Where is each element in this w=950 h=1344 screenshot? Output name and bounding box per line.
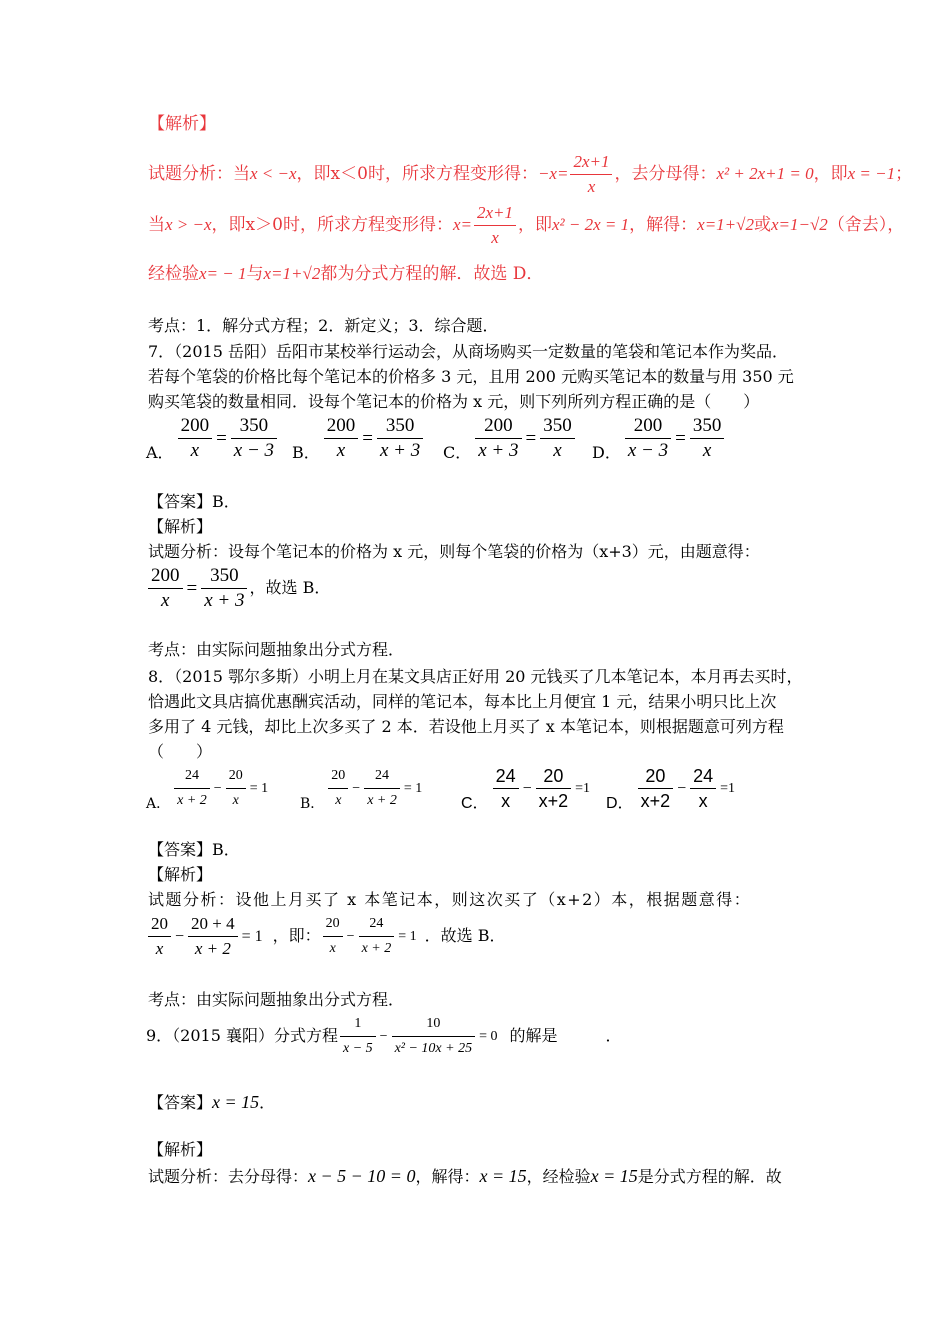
fraction: $\frac{20}{x+2}$ <box>638 764 674 813</box>
math: x² + 2x+1 = 0 <box>716 164 814 183</box>
math: −x= <box>537 164 569 183</box>
text: 经检验 <box>148 264 199 284</box>
option-label: B． <box>300 796 325 812</box>
math: x=1−√2 <box>770 215 828 234</box>
q8-kaodian: 考点：由实际问题抽象出分式方程． <box>148 990 405 1009</box>
math: x= − 1 <box>199 264 247 283</box>
equals: = <box>186 577 198 599</box>
text: ，解得： <box>415 1167 480 1186</box>
text: ． <box>259 1093 276 1112</box>
math: x = −1 <box>847 164 896 183</box>
text: ，经检验 <box>526 1167 591 1186</box>
equals: = <box>216 427 227 449</box>
q9-analysis-1 <box>148 1166 782 1187</box>
q8-option-d[interactable] <box>606 764 737 813</box>
text: ，即： <box>272 926 321 945</box>
text: ，即 <box>211 215 246 235</box>
text: ，即 <box>296 164 331 184</box>
option-label: C． <box>443 443 472 462</box>
fraction: $\frac{200}{x + 3}$ <box>475 414 521 463</box>
fraction: $\frac{24}{x}$ <box>493 764 519 813</box>
q8-option-b[interactable] <box>300 764 424 813</box>
q9-jiexi: 【解析】 <box>148 1140 213 1159</box>
q7-option-d[interactable] <box>592 414 726 463</box>
math: x > −x <box>165 215 212 234</box>
math: x² − 2x = 1 <box>552 215 630 234</box>
fraction: $\frac{350}{x}$ <box>540 414 575 463</box>
math: x=1+√2 <box>263 264 321 283</box>
q9-stem <box>146 1012 622 1061</box>
math: x = 15 <box>212 1092 260 1112</box>
q7-kaodian: 考点：由实际问题抽象出分式方程． <box>148 640 405 659</box>
text: 或 <box>753 215 771 235</box>
minus: − <box>175 927 185 945</box>
kaodian-q6: 考点：1．解分式方程；2．新定义；3．综合题． <box>148 316 499 335</box>
option-label: D． <box>592 443 621 462</box>
equals: = <box>525 427 537 449</box>
rhs: =1 <box>720 780 736 796</box>
minus: − <box>677 779 687 797</box>
fraction: $\frac{20 + 4}{x + 2}$ <box>188 912 238 961</box>
q7-line-2: 若每个笔袋的价格比每个笔记本的价格多 3 元，且用 200 元购买笔记本的数量与用 350 元 <box>148 367 794 386</box>
rhs: = 0 <box>479 1028 498 1044</box>
fraction: $\frac{350}{x + 3}$ <box>377 414 423 463</box>
minus: − <box>352 780 361 796</box>
fraction: $\frac{2x+1}{x}$ <box>474 201 516 250</box>
text: 【答案】 <box>148 1093 213 1112</box>
rhs: = 1 <box>241 927 263 945</box>
fraction: $\frac{20}{x}$ <box>226 764 246 813</box>
fraction: $\frac{350}{x - 3}$ <box>231 414 277 463</box>
q8-option-c[interactable] <box>461 764 592 813</box>
math: x = 15 <box>479 1166 527 1186</box>
analysis-line-1 <box>148 150 912 199</box>
option-label: B． <box>292 443 320 462</box>
option-label: A． <box>146 796 171 812</box>
fraction: $\frac{200}{x - 3}$ <box>625 414 671 463</box>
option-label: D． <box>606 795 634 812</box>
text: 都为分式方程的解．故选 D． <box>320 264 544 284</box>
q8-line-3: 多用了 4 元钱，却比上次多买了 2 本．若设他上月买了 x 本笔记本，则根据题意可列方程 <box>148 717 784 736</box>
fraction: $\frac{24}{x + 2}$ <box>174 764 210 813</box>
text: ，即 <box>518 215 553 235</box>
q7-option-a[interactable] <box>146 414 279 463</box>
q7-jiexi: 【解析】 <box>148 517 213 536</box>
fraction: $\frac{24}{x}$ <box>690 764 716 813</box>
text: 试题分析：去分母得： <box>148 1167 309 1186</box>
fraction: $\frac{10}{\text{x² − 10x + 25}}$ <box>392 1012 476 1061</box>
equals: = <box>362 427 373 449</box>
fraction: $\frac{20}{x}$ <box>328 764 348 813</box>
text: x＜0时，所求方程变形得： <box>330 164 538 184</box>
option-label: C． <box>461 795 489 812</box>
math: x= <box>452 215 472 234</box>
q9-answer <box>148 1092 275 1113</box>
q7-line-3: 购买笔袋的数量相同．设每个笔记本的价格为 x 元，则下列所列方程正确的是（ ） <box>148 392 760 411</box>
text: 试题分析：当 <box>148 164 250 184</box>
minus: − <box>522 779 532 797</box>
analysis-heading: 【解析】 <box>148 114 216 134</box>
rhs: = 1 <box>398 928 417 944</box>
fraction: $\frac{20}{x}$ <box>323 912 343 961</box>
fraction: $\frac{200}{x}$ <box>324 414 359 463</box>
fraction: $\frac{24}{x + 2}$ <box>364 764 400 813</box>
equals: = <box>675 427 686 449</box>
text: 9．（2015 襄阳）分式方程 <box>146 1026 338 1045</box>
text: 是分式方程的解．故 <box>637 1167 782 1186</box>
q7-line-1: 7．（2015 岳阳）岳阳市某校举行运动会，从商场购买一定数量的笔袋和笔记本作为奖品． <box>148 342 788 361</box>
rhs: = 1 <box>249 780 269 796</box>
q8-answer: 【答案】B． <box>148 840 240 859</box>
fraction: $\frac{2x+1}{x}$ <box>570 150 612 199</box>
text: ，即 <box>813 164 848 184</box>
minus: − <box>379 1028 388 1044</box>
analysis-line-2 <box>148 201 904 250</box>
fraction: $\frac{200}{x}$ <box>148 564 183 613</box>
fraction: $\frac{24}{x + 2}$ <box>359 912 395 961</box>
text: 的解是 ． <box>509 1026 622 1045</box>
text: ．故选 B． <box>424 926 506 945</box>
q8-line-2: 恰遇此文具店搞优惠酬宾活动，同样的笔记本，每本比上月便宜 1 元，结果小明只比上次 <box>148 692 777 711</box>
q8-analysis-1: 试题分析：设他上月买了 x 本笔记本，则这次买了（x+2）本，根据题意得： <box>148 890 752 909</box>
fraction: $\frac{350}{x}$ <box>690 414 725 463</box>
text: 与 <box>246 264 264 284</box>
text: （舍去）， <box>827 215 905 235</box>
text: 当 <box>148 215 165 235</box>
minus: − <box>346 928 355 944</box>
fraction: $\frac{1}{x - 5}$ <box>340 1012 376 1061</box>
q8-analysis-2 <box>146 912 506 961</box>
fraction: $\frac{20}{x+2}$ <box>536 764 572 813</box>
q7-option-c[interactable] <box>443 414 577 463</box>
math: x < −x <box>250 164 297 183</box>
fraction: $\frac{20}{x}$ <box>148 912 171 961</box>
q8-line-1: 8．（2015 鄂尔多斯）小明上月在某文具店正好用 20 元钱买了几本笔记本，本月再去买时， <box>148 667 803 686</box>
math: x=1+√2 <box>697 215 754 234</box>
rhs: = 1 <box>403 780 423 796</box>
option-label: A． <box>146 443 174 462</box>
text: ，解得： <box>629 215 698 235</box>
text: ，故选 B． <box>249 578 331 597</box>
math: x − 5 − 10 = 0 <box>308 1166 416 1186</box>
fraction: $\frac{200}{x}$ <box>178 414 213 463</box>
q7-analysis-2 <box>146 564 330 613</box>
analysis-line-3 <box>148 264 543 284</box>
text: x＞0时，所求方程变形得： <box>245 215 453 235</box>
math: x = 15 <box>590 1166 638 1186</box>
minus: − <box>213 780 222 796</box>
rhs: =1 <box>575 780 591 796</box>
text: ； <box>895 164 913 184</box>
fraction: $\frac{350}{x + 3}$ <box>201 564 247 613</box>
q8-jiexi: 【解析】 <box>148 865 213 884</box>
q7-analysis-1: 试题分析：设每个笔记本的价格为 x 元，则每个笔袋的价格为（x+3）元，由题意得： <box>148 542 760 561</box>
q7-answer: 【答案】B． <box>148 492 240 511</box>
q8-line-4: （ ） <box>148 742 213 761</box>
q7-option-b[interactable] <box>292 414 425 463</box>
q8-option-a[interactable] <box>146 764 270 813</box>
text: ，去分母得： <box>614 164 717 184</box>
